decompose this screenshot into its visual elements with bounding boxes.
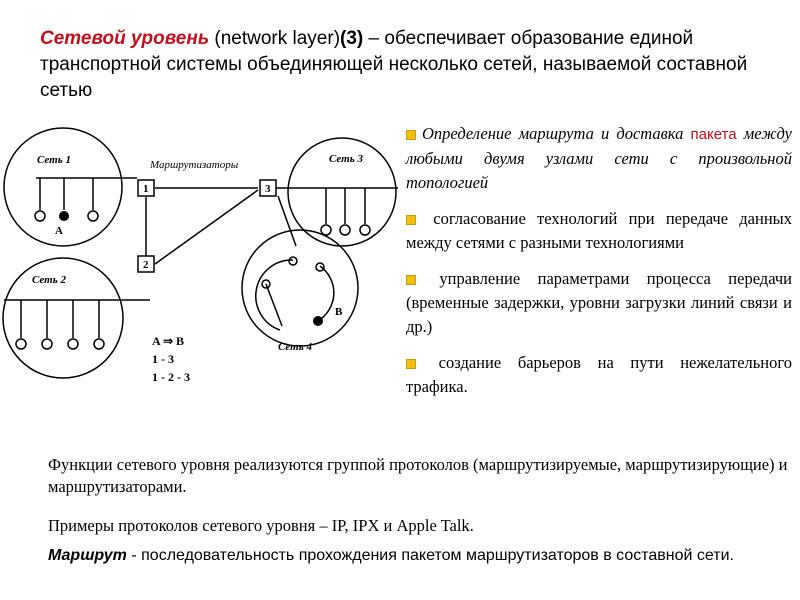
route-1: 1 - 3 <box>152 352 174 366</box>
net2-host <box>68 339 78 349</box>
router-1-label: 1 <box>143 183 149 195</box>
title-rest: – обеспечивает образование единой транспортной системы объединяющей несколько сетей, называемой составной сетью <box>40 28 748 101</box>
route-definition <box>48 545 788 566</box>
net1-label: Сеть 1 <box>37 154 71 166</box>
net1-host <box>35 211 45 221</box>
list-item: Определение маршрута и доставка пакета между любыми двумя узлами сети с произвольной топологией <box>406 124 792 192</box>
link-2-3 <box>155 190 258 264</box>
routers-label: Маршрутизаторы <box>150 159 239 171</box>
network-diagram <box>0 118 400 400</box>
net2-host <box>42 339 52 349</box>
list-item: создание барьеров на пути нежелательного трафика. <box>406 353 792 396</box>
node-b <box>313 316 323 326</box>
bullet-square-icon <box>406 275 416 285</box>
slide-title <box>40 26 780 104</box>
net3-host <box>321 225 331 235</box>
net4-circle <box>242 230 358 346</box>
bullet-square-icon <box>406 215 416 225</box>
net1-circle <box>4 128 122 246</box>
routes-header: A ⇒ B <box>152 334 185 348</box>
net1-host <box>88 211 98 221</box>
protocols-paragraph: Функции сетевого уровня реализуются группой протоколов (маршрутизируемые, маршрутизирующие) и маршрутизаторами. <box>48 455 788 496</box>
net4-label: Сеть 4 <box>278 341 312 353</box>
net3-label: Сеть 3 <box>329 153 363 165</box>
list-item: согласование технологий при передаче данных между сетями с разными технологиями <box>406 209 792 252</box>
node-b-label: B <box>335 306 343 318</box>
net2-label: Сеть 2 <box>32 274 66 286</box>
net3-host <box>340 225 350 235</box>
net3-host <box>360 225 370 235</box>
link-3-net4 <box>278 196 296 246</box>
title-english: (network layer) <box>209 28 341 49</box>
route-definition-text: - последовательность прохождения пакетом маршрутизаторов в составной сети. <box>126 547 734 564</box>
route-2: 1 - 2 - 3 <box>152 370 190 384</box>
function-list <box>406 122 792 411</box>
router-2-label: 2 <box>143 259 149 271</box>
node-a <box>59 211 69 221</box>
bullet-square-icon <box>406 359 416 369</box>
list-item: управление параметрами процесса передачи (временные задержки, уровни загрузки линий связи и др.) <box>406 269 792 336</box>
route-term: Маршрут <box>48 547 127 564</box>
bullet-square-icon <box>406 130 416 140</box>
title-accent: Сетевой уровень <box>40 28 210 49</box>
node-a-label: A <box>55 225 63 237</box>
title-number: (3) <box>340 28 364 49</box>
net2-host <box>94 339 104 349</box>
router-3-label: 3 <box>265 183 271 195</box>
net2-host <box>16 339 26 349</box>
examples-paragraph: Примеры протоколов сетевого уровня – IP, IPX и Apple Talk. <box>48 516 474 535</box>
